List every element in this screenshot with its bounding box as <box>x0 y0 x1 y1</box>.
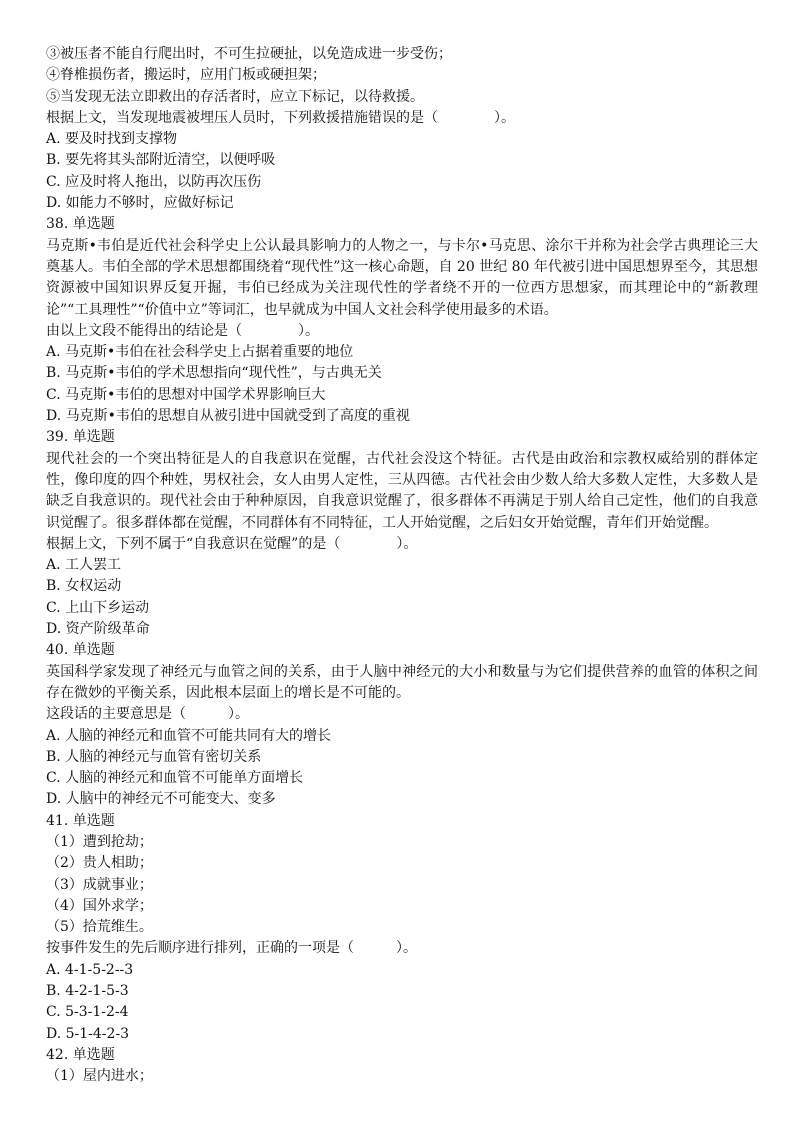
answer-option-b: B. 4-2-1-5-3 <box>46 983 129 1000</box>
question-37-tail <box>46 44 758 214</box>
answer-option-b: B. 人脑的神经元与血管有密切关系 <box>46 748 262 765</box>
list-item: （1）遭到抢劫； <box>46 833 153 850</box>
list-item: （2）贵人相助； <box>46 855 153 872</box>
answer-option-a: A. 人脑的神经元和血管不可能共同有大的增长 <box>46 727 332 744</box>
answer-option-d: D. 人脑中的神经元不可能变大、变多 <box>46 791 276 808</box>
question-stem: 根据上文，当发现地震被埋压人员时，下列救援措施错误的是（ ）。 <box>46 109 515 126</box>
question-40 <box>46 640 758 810</box>
question-header: 42. 单选题 <box>46 1046 115 1063</box>
question-header: 39. 单选题 <box>46 429 115 446</box>
answer-option-b: B. 要先将其头部附近清空，以便呼吸 <box>46 152 276 169</box>
answer-option-b: B. 马克斯•韦伯的学术思想指向“现代性”，与古典无关 <box>46 365 382 382</box>
answer-option-c: C. 上山下乡运动 <box>46 599 150 616</box>
answer-option-b: B. 女权运动 <box>46 578 122 595</box>
list-item: （1）屋内进水； <box>46 1068 153 1085</box>
question-stem: 这段话的主要意思是（ ）。 <box>46 706 249 723</box>
question-39 <box>46 427 758 640</box>
answer-option-a: A. 4-1-5-2--3 <box>46 961 134 978</box>
question-41 <box>46 811 758 1045</box>
answer-option-d: D. 马克斯•韦伯的思想自从被引进中国就受到了高度的重视 <box>46 408 410 425</box>
answer-option-c: C. 人脑的神经元和血管不可能单方面增长 <box>46 770 304 787</box>
list-item: （3）成就事业； <box>46 876 153 893</box>
question-stem: 按事件发生的先后顺序进行排列，正确的一项是（ ）。 <box>46 940 417 957</box>
answer-option-c: C. 应及时将人拖出，以防再次压伤 <box>46 173 262 190</box>
answer-option-d: D. 如能力不够时，应做好标记 <box>46 195 234 212</box>
answer-option-c: C. 马克斯•韦伯的思想对中国学术界影响巨大 <box>46 386 326 403</box>
list-item: ③被压者不能自行爬出时，不可生拉硬扯，以免造成进一步受伤； <box>46 46 452 62</box>
answer-option-a: A. 工人罢工 <box>46 557 122 574</box>
answer-option-d: D. 5-1-4-2-3 <box>46 1025 130 1042</box>
answer-option-d: D. 资产阶级革命 <box>46 621 150 638</box>
question-passage: 英国科学家发现了神经元与血管之间的关系，由于人脑中神经元的大小和数量与为它们提供营养的血管的体积之间存在微妙的平衡关系，因此根本层面上的增长是不可能的。 <box>46 663 758 701</box>
question-passage: 现代社会的一个突出特征是人的自我意识在觉醒，古代社会没这个特征。古代是由政治和宗教权威给别的群体定性，像印度的四个种姓，男权社会，女人由男人定性，三从四德。古代社会由少数人给大多数人定性，大多数人是缺乏自我意识的。现代社会由于种种原因，自我意识觉醒了，很多群体不再满足于别人给自己定性，他们的自我意识觉醒了。很多群体都在觉醒，不同群体有不同特征，工人开始觉醒，之后妇女开始觉醒，青年们开始觉醒。 <box>46 450 758 531</box>
list-item: （4）国外求学； <box>46 897 153 914</box>
question-header: 41. 单选题 <box>46 812 115 829</box>
question-42 <box>46 1045 758 1088</box>
question-passage: 马克斯•韦伯是近代社会科学史上公认最具影响力的人物之一，与卡尔•马克思、涂尔干并称为社会学古典理论三大奠基人。韦伯全部的学术思想都围绕着“现代性”这一核心命题，自 20 世纪 80 年代被引进中国思想界至今，其思想资源被中国知识界反复开掘，韦伯已经成为关注现代性的学者绕不开的一位西方思想家，而其理论中的“新教理论”“工具理性”“价值中立”等词汇，也早就成为中国人文社会科学使用最多的术语。 <box>46 237 758 318</box>
list-item: ④脊椎损伤者，搬运时，应用门板或硬担架； <box>46 67 326 84</box>
list-item: （5）拾荒维生。 <box>46 919 153 936</box>
answer-option-a: A. 马克斯•韦伯在社会科学史上占据着重要的地位 <box>46 344 354 361</box>
answer-option-c: C. 5-3-1-2-4 <box>46 1004 129 1021</box>
question-38 <box>46 214 758 427</box>
question-header: 40. 单选题 <box>46 642 115 659</box>
page-content <box>46 44 758 1088</box>
question-stem: 根据上文，下列不属于“自我意识在觉醒”的是（ ）。 <box>46 535 418 552</box>
question-header: 38. 单选题 <box>46 216 115 233</box>
answer-option-a: A. 要及时找到支撑物 <box>46 131 178 148</box>
list-item: ⑤当发现无法立即救出的存活者时，应立下标记，以待救援。 <box>46 88 424 105</box>
question-stem: 由以上文段不能得出的结论是（ ）。 <box>46 322 319 339</box>
